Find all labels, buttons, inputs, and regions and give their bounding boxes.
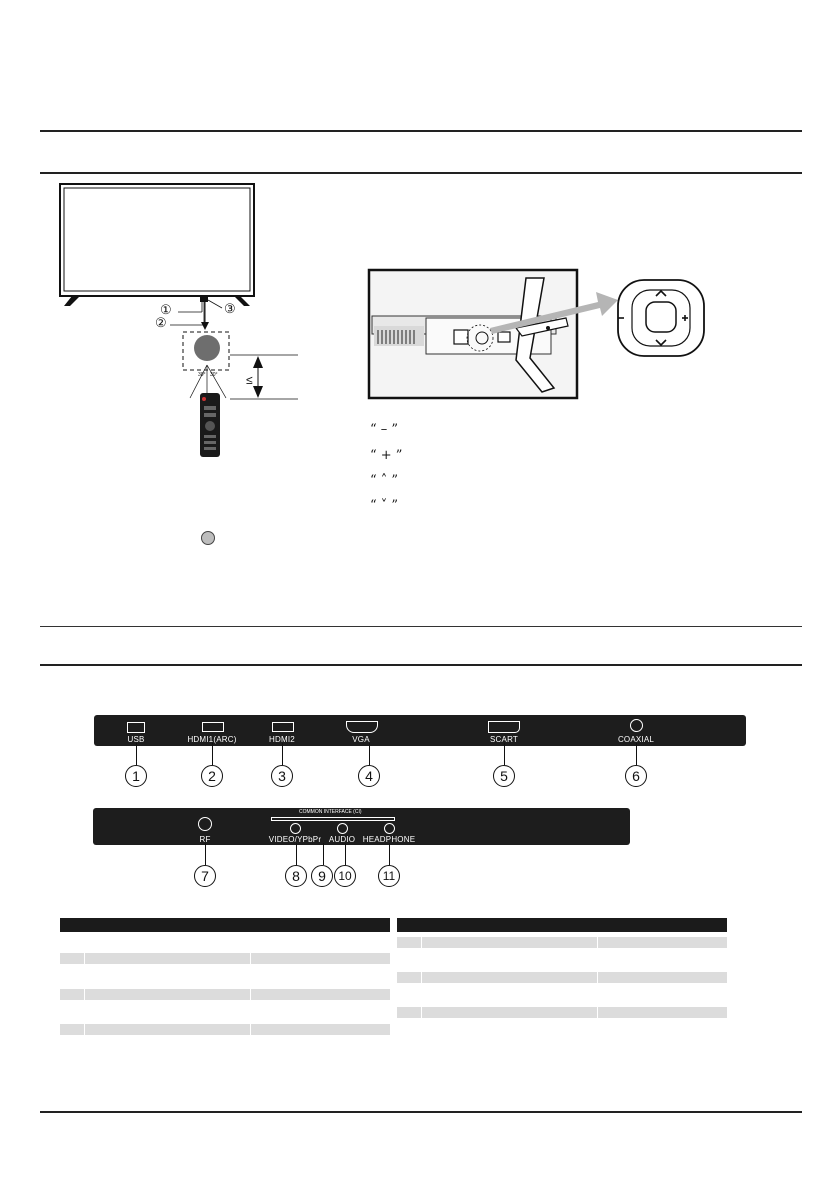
- port-label-rf: RF: [199, 835, 211, 844]
- right-table-header: [397, 918, 727, 932]
- hdmi2-port-icon: [272, 722, 294, 732]
- port-label-headphone: HEADPHONE: [362, 835, 416, 844]
- indicator-dot: [201, 531, 215, 545]
- callout-2: ②: [155, 316, 167, 331]
- port-number-2: 2: [201, 765, 223, 787]
- port-label-hdmi1: HDMI1(ARC): [187, 735, 237, 744]
- port-number-10: 10: [334, 865, 356, 887]
- video-port-icon: [290, 823, 301, 834]
- distance-symbol: ≤: [246, 373, 253, 387]
- tv-foot-right: [234, 296, 250, 306]
- tv-screen: [64, 188, 250, 291]
- rf-port-icon: [198, 817, 212, 831]
- port-label-usb: USB: [127, 735, 145, 744]
- left-table-row: [60, 1024, 390, 1035]
- port-panel-bottom: [93, 808, 630, 845]
- port-number-1: 1: [125, 765, 147, 787]
- port-number-8: 8: [285, 865, 307, 887]
- angle-left-label: 30°: [198, 372, 206, 378]
- key-down: “ ˅ ”: [370, 498, 399, 513]
- ci-label: COMMON INTERFACE (CI): [299, 809, 362, 815]
- sensor-knob: [194, 335, 220, 361]
- section-rule-bottom: [40, 664, 802, 666]
- header-rule-bottom: [40, 172, 802, 174]
- port-label-hdmi2: HDMI2: [269, 735, 295, 744]
- port-number-3: 3: [271, 765, 293, 787]
- right-table-row: [397, 972, 727, 983]
- tv-foot-left: [64, 296, 80, 306]
- port-number-4: 4: [358, 765, 380, 787]
- hdmi1-port-icon: [202, 722, 224, 732]
- port-number-7: 7: [194, 865, 216, 887]
- vga-port-icon: [346, 721, 378, 733]
- port-label-scart: SCART: [490, 735, 518, 744]
- port-panel-top: [94, 715, 746, 746]
- key-plus: “ + ”: [370, 448, 403, 463]
- header-rule-top: [40, 130, 802, 132]
- usb-port-icon: [127, 722, 145, 733]
- tv-remote-illustration: [50, 180, 330, 470]
- key-minus: “ – ”: [370, 422, 399, 437]
- callout-3: ③: [224, 302, 236, 317]
- right-table-row: [397, 1007, 727, 1018]
- left-table-row: [60, 989, 390, 1000]
- left-table-row: [60, 953, 390, 964]
- port-label-vga: VGA: [352, 735, 370, 744]
- audio-port-icon: [337, 823, 348, 834]
- callout-1: ①: [160, 303, 172, 318]
- port-number-11: 11: [378, 865, 400, 887]
- right-table-row: [397, 937, 727, 948]
- port-label-audio: AUDIO: [328, 835, 356, 844]
- port-number-9: 9: [311, 865, 333, 887]
- section-rule-top: [40, 626, 802, 627]
- coaxial-port-icon: [630, 719, 643, 732]
- key-up: “ ˄ ”: [370, 473, 399, 488]
- port-number-5: 5: [493, 765, 515, 787]
- left-table-header: [60, 918, 390, 932]
- headphone-port-icon: [384, 823, 395, 834]
- port-label-coaxial: COAXIAL: [617, 735, 655, 744]
- angle-right-label: 30°: [210, 372, 218, 378]
- port-number-6: 6: [625, 765, 647, 787]
- tv-back-detail: [366, 268, 710, 402]
- scart-port-icon: [488, 721, 520, 733]
- footer-rule: [40, 1111, 802, 1113]
- port-label-video: VIDEO/YPbPr: [268, 835, 322, 844]
- ci-slot: [271, 817, 395, 821]
